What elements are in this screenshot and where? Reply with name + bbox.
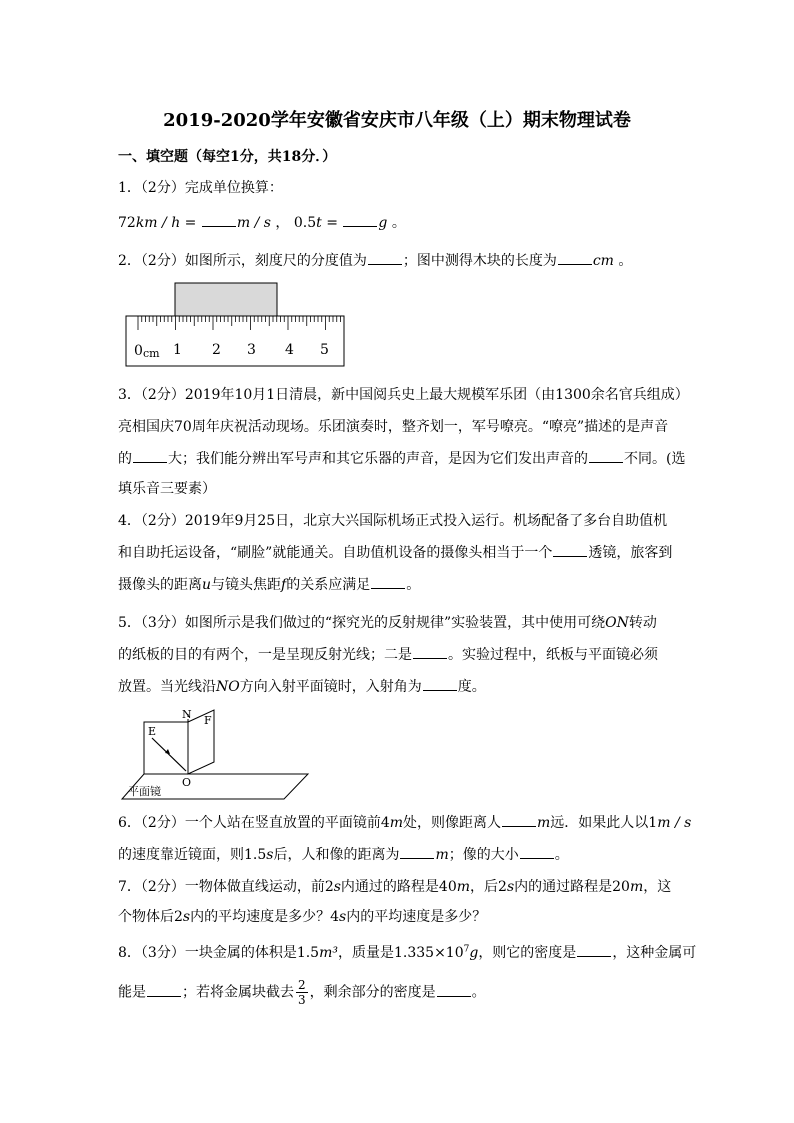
- q6-unit-ms: m / s: [657, 815, 692, 831]
- q8-text-a: 8．（3分）一块金属的体积是1.5: [118, 945, 320, 961]
- q2-unit: cm: [592, 253, 614, 269]
- question-4-line-3: [118, 574, 420, 594]
- answer-blank[interactable]: [400, 846, 434, 859]
- q5-text-g: 度。: [457, 679, 486, 695]
- answer-blank[interactable]: [577, 944, 611, 957]
- ruler-tick-label: 1: [173, 342, 182, 358]
- question-5-line-3: [118, 676, 486, 696]
- answer-blank[interactable]: [558, 252, 592, 265]
- label-e: E: [148, 725, 157, 738]
- q4-text-c: 摄像头的距离: [118, 577, 202, 593]
- answer-blank[interactable]: [133, 450, 167, 463]
- answer-blank[interactable]: [368, 252, 402, 265]
- q1-separator: ， 0.5: [270, 215, 317, 231]
- q5-on: ON: [605, 615, 629, 631]
- question-3-line-1: 3．（2分）2019年10月1日清晨，新中国阅兵史上最大规模军乐团（由1300余名官兵组成）: [118, 387, 689, 403]
- question-2: [118, 250, 632, 270]
- q8-text-b: ，质量是1.335×10: [337, 945, 464, 961]
- q1-equals: =: [180, 215, 201, 231]
- q4-text-f: 。: [406, 577, 421, 593]
- fraction-denominator: 3: [298, 993, 306, 1007]
- q7-text-f: 个物体后2: [118, 909, 183, 925]
- question-5-line-2: [118, 644, 658, 664]
- q5-no: NO: [216, 679, 240, 695]
- q6-text-e: 后，人和像的距离为: [273, 847, 400, 863]
- question-6-line-2: [118, 844, 569, 864]
- q8-exponent: 7: [463, 944, 470, 955]
- q7-unit-m: m: [629, 879, 644, 895]
- reflection-figure: [118, 704, 318, 800]
- q1-value: 72: [118, 215, 136, 231]
- q1-equals-2: =: [321, 215, 343, 231]
- q7-text-a: 7．（2分）一物体做直线运动，前2: [118, 879, 334, 895]
- q4-text-b: 透镜，旅客到: [588, 545, 673, 561]
- question-4-line-1: 4．（2分）2019年9月25日，北京大兴国际机场正式投入运行。机场配备了多台自助值机: [118, 513, 668, 529]
- answer-blank[interactable]: [437, 984, 471, 997]
- q4-u: u: [202, 577, 212, 593]
- q6-unit-s: s: [266, 847, 274, 863]
- q5-text-b: 转动: [628, 615, 657, 631]
- ruler-figure: [118, 280, 350, 370]
- q7-text-e: ，这: [643, 879, 672, 895]
- q7-unit-s: s: [333, 879, 341, 895]
- q7-text-b: 内通过的路程是40: [340, 879, 457, 895]
- label-mirror: 平面镜: [128, 785, 161, 798]
- q4-f: f: [281, 577, 287, 593]
- q1-unit-kmh: km / h: [135, 215, 181, 231]
- answer-blank[interactable]: [502, 814, 536, 827]
- question-7-line-1: [118, 876, 671, 896]
- q1-unit-g: g: [378, 215, 388, 231]
- question-7-line-2: [118, 906, 486, 926]
- q7-unit-m: m: [456, 879, 471, 895]
- fraction: [296, 978, 308, 1007]
- ruler-tick-label: 3: [247, 342, 256, 358]
- q7-text-d: 内的通过路程是20: [514, 879, 630, 895]
- q7-unit-s: s: [182, 909, 191, 925]
- q7-unit-s: s: [339, 909, 347, 925]
- q6-text-d: 的速度靠近镜面，则1.5: [118, 847, 267, 863]
- answer-blank[interactable]: [413, 646, 447, 659]
- q6-unit-m: m: [389, 815, 404, 831]
- q6-text-f: ；像的大小: [448, 847, 519, 863]
- q3-text-b: 大；我们能分辨出军号声和其它乐器的声音，是因为它们发出声音的: [168, 451, 588, 467]
- q5-text-c: 的纸板的目的有两个，一是呈现反射光线；二是: [118, 647, 412, 663]
- q7-text-h: 内的平均速度是多少？: [346, 909, 487, 925]
- q6-text-g: 。: [554, 847, 569, 863]
- q8-text-f: ；若将金属块截去: [182, 984, 294, 1001]
- label-f: F: [204, 714, 212, 727]
- ruler-zero-label: 0: [134, 343, 143, 359]
- answer-blank[interactable]: [423, 678, 457, 691]
- question-5-line-1: [118, 612, 657, 632]
- exam-title: 2019-2020学年安徽省安庆市八年级（上）期末物理试卷: [163, 110, 631, 131]
- q8-text-g: ，剩余部分的密度是: [309, 984, 436, 1001]
- answer-blank[interactable]: [589, 450, 623, 463]
- q5-text-e: 放置。当光线沿: [118, 679, 216, 695]
- q1-unit-t: t: [316, 215, 322, 231]
- answer-blank[interactable]: [553, 544, 587, 557]
- question-1-line-2: [118, 212, 406, 232]
- ruler-tick-label: 5: [320, 342, 329, 358]
- q6-text-b: 处，则像距离人: [403, 815, 502, 831]
- q4-text-e: 的关系应满足: [286, 577, 371, 593]
- q2-text-1: 2．（2分）如图所示，刻度尺的分度值为: [118, 253, 367, 269]
- section-heading: 一、填空题（每空1分，共18分．）: [118, 149, 337, 165]
- label-n: N: [182, 708, 192, 721]
- ruler-tick-label: 4: [285, 342, 294, 358]
- q8-unit-m3: m³: [319, 945, 338, 961]
- q5-text-d: 。实验过程中，纸板与平面镜必须: [448, 647, 658, 663]
- q2-end: 。: [613, 253, 633, 269]
- answer-blank[interactable]: [343, 214, 377, 227]
- question-3-line-2: 亮相国庆70周年庆祝活动现场。乐团演奏时，整齐划一，军号嘹亮。“嘹亮”描述的是声音: [118, 419, 669, 435]
- q4-text-d: 与镜头焦距: [211, 577, 282, 593]
- q7-unit-s: s: [506, 879, 515, 895]
- q6-unit-m: m: [435, 847, 449, 863]
- wood-block: [175, 283, 277, 316]
- q6-text-c: 远．如果此人以1: [550, 815, 658, 831]
- ruler-unit-label: cm: [143, 347, 160, 360]
- q8-text-h: 。: [471, 984, 486, 1001]
- q8-text-c: ，则它的密度是: [478, 945, 577, 961]
- q6-text-a: 6．（2分）一个人站在竖直放置的平面镜前4: [118, 815, 390, 831]
- q8-text-e: 能是: [118, 984, 146, 1001]
- label-o: O: [182, 776, 192, 789]
- question-1-line-1: 1．（2分）完成单位换算：: [118, 180, 283, 196]
- q3-text-a: 的: [118, 451, 132, 467]
- question-8-line-1: [118, 942, 696, 962]
- ruler-tick-label: 2: [212, 342, 221, 358]
- question-3-line-4: 填乐音三要素）: [118, 481, 216, 497]
- answer-blank[interactable]: [520, 846, 554, 859]
- fraction-numerator: 2: [298, 978, 306, 992]
- answer-blank[interactable]: [371, 576, 405, 589]
- q6-unit-m: m: [537, 815, 551, 831]
- answer-blank[interactable]: [202, 214, 236, 227]
- q5-text-f: 方向入射平面镜时，入射角为: [239, 679, 422, 695]
- q8-text-d: ，这种金属可: [612, 945, 697, 961]
- q2-text-2: ；图中测得木块的长度为: [402, 253, 557, 269]
- q8-unit-g: g: [469, 945, 479, 961]
- q4-text-a: 和自助托运设备，“刷脸”就能通关。自助值机设备的摄像头相当于一个: [118, 545, 553, 561]
- question-8-line-2: [118, 978, 486, 1007]
- answer-blank[interactable]: [147, 984, 181, 997]
- question-6-line-1: [118, 812, 691, 832]
- question-4-line-2: [118, 542, 672, 562]
- q1-end: 。: [387, 215, 406, 231]
- q3-text-c: 不同。(选: [624, 451, 686, 467]
- q7-text-g: 内的平均速度是多少？4: [190, 909, 340, 925]
- q1-unit-ms: m / s: [236, 215, 271, 231]
- q5-text-a: 5．（3分）如图所示是我们做过的“探究光的反射规律”实验装置，其中使用可绕: [118, 615, 606, 631]
- q7-text-c: ，后2: [470, 879, 507, 895]
- question-3-line-3: [118, 448, 685, 468]
